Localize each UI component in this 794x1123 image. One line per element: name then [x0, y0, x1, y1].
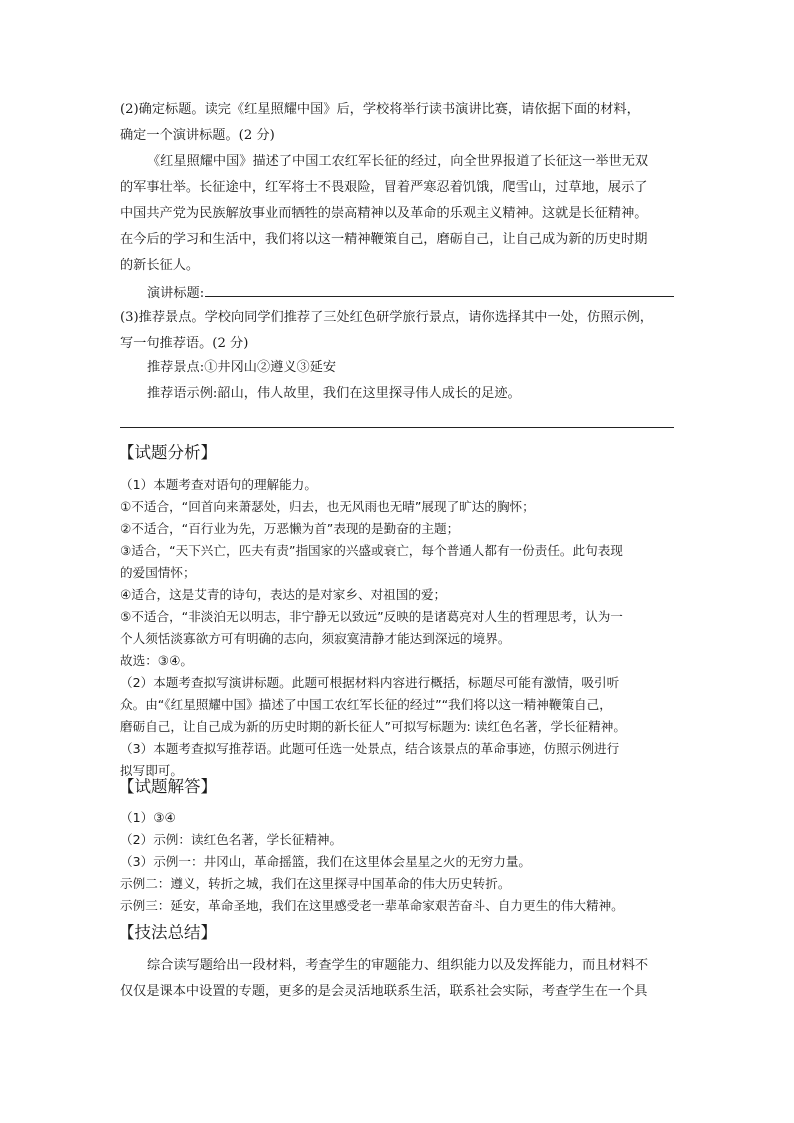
section-divider — [120, 427, 674, 428]
answer-line: 示例二：遵义，转折之城，我们在这里探寻中国革命的伟大历史转折。 — [120, 876, 511, 891]
analysis-line: （1）本题考查对语句的理解能力。 — [120, 477, 317, 492]
question-2-line-2: 确定一个演讲标题。(2 分) — [120, 128, 275, 143]
answer-line: （1）③④ — [120, 810, 176, 825]
answer-line: （2）示例：读红色名著，学长征精神。 — [120, 832, 343, 847]
answer-heading: 【试题解答】 — [118, 777, 217, 796]
question-3-line-1: (3)推荐景点。学校向同学们推荐了三处红色研学旅行景点，请你选择其中一处，仿照示例， — [120, 310, 653, 325]
speech-title-blank — [205, 282, 674, 297]
material-line-4: 在今后的学习和生活中，我们将以这一精神鞭策自己，磨砺自己，让自己成为新的历史时期 — [120, 232, 648, 247]
material-line-5: 的新长征人。 — [120, 258, 200, 273]
analysis-line: 磨砺自己，让自己成为新的历史时期的新长征人”可拟写标题为: 读红色名著，学长征精神。 — [120, 719, 626, 734]
analysis-line: （3）本题考查拟写推荐语。此题可任选一处景点，结合该景点的革命事迹，仿照示例进行 — [120, 741, 620, 756]
summary-line-2: 仅仅是课本中设置的专题，更多的是会灵活地联系生活，联系社会实际，考查学生在一个具 — [120, 984, 648, 999]
analysis-line: 故选：③④。 — [120, 653, 193, 668]
analysis-line: 的爱国情怀； — [120, 565, 196, 580]
speech-title-row — [147, 282, 674, 304]
question-2-line-1: (2)确定标题。读完《红星照耀中国》后，学校将举行读书演讲比赛，请依据下面的材料， — [120, 102, 640, 117]
analysis-line: （2）本题考查拟写演讲标题。此题可根据材料内容进行概括，标题尽可能有激情，吸引听 — [120, 675, 620, 690]
speech-title-label: 演讲标题: — [147, 286, 205, 301]
analysis-line: ①不适合，“回首向来萧瑟处，归去，也无风雨也无晴”展现了旷达的胸怀； — [120, 499, 535, 514]
material-line-1: 《红星照耀中国》描述了中国工农红军长征的经过，向全世界报道了长征这一举世无双 — [147, 154, 649, 169]
answer-line: 示例三：延安，革命圣地，我们在这里感受老一辈革命家艰苦奋斗、自力更生的伟大精神。 — [120, 898, 624, 913]
analysis-heading: 【试题分析】 — [118, 443, 217, 462]
recommended-spots: 推荐景点:①井冈山②遵义③延安 — [147, 360, 337, 375]
analysis-line: 拟写即可。 — [120, 763, 183, 778]
analysis-line: 众。由“《红星照耀中国》描述了中国工农红军长征的经过”“我们将以这一精神鞭策自己， — [120, 697, 612, 712]
technique-summary-heading: 【技法总结】 — [118, 923, 217, 942]
analysis-line: ⑤不适合，“非淡泊无以明志，非宁静无以致远”反映的是诸葛亮对人生的哲理思考，认为一 — [120, 609, 623, 624]
analysis-line: ③适合，“天下兴亡，匹夫有责”指国家的兴盛或衰亡，每个普通人都有一份责任。此句表现 — [120, 543, 623, 558]
recommendation-example: 推荐语示例:韶山，伟人故里，我们在这里探寻伟人成长的足迹。 — [147, 386, 521, 401]
question-3-line-2: 写一句推荐语。(2 分) — [120, 336, 249, 351]
material-line-3: 中国共产党为民族解放事业而牺牲的崇高精神以及革命的乐观主义精神。这就是长征精神。 — [120, 206, 648, 221]
material-line-2: 的军事壮举。长征途中，红军将士不畏艰险，冒着严寒忍着饥饿，爬雪山，过草地，展示了 — [120, 180, 648, 195]
analysis-line: ②不适合，“百行业为先，万恶懒为首”表现的是勤奋的主题； — [120, 521, 460, 536]
summary-line-1: 综合读写题给出一段材料，考查学生的审题能力、组织能力以及发挥能力，而且材料不 — [147, 958, 649, 973]
analysis-line: ④适合，这是艾青的诗句，表达的是对家乡、对祖国的爱； — [120, 587, 447, 602]
analysis-line: 个人须恬淡寡欲方可有明确的志向，须寂寞清静才能达到深远的境界。 — [120, 631, 511, 646]
answer-line: （3）示例一：井冈山，革命摇篮，我们在这里体会星星之火的无穷力量。 — [120, 854, 532, 869]
